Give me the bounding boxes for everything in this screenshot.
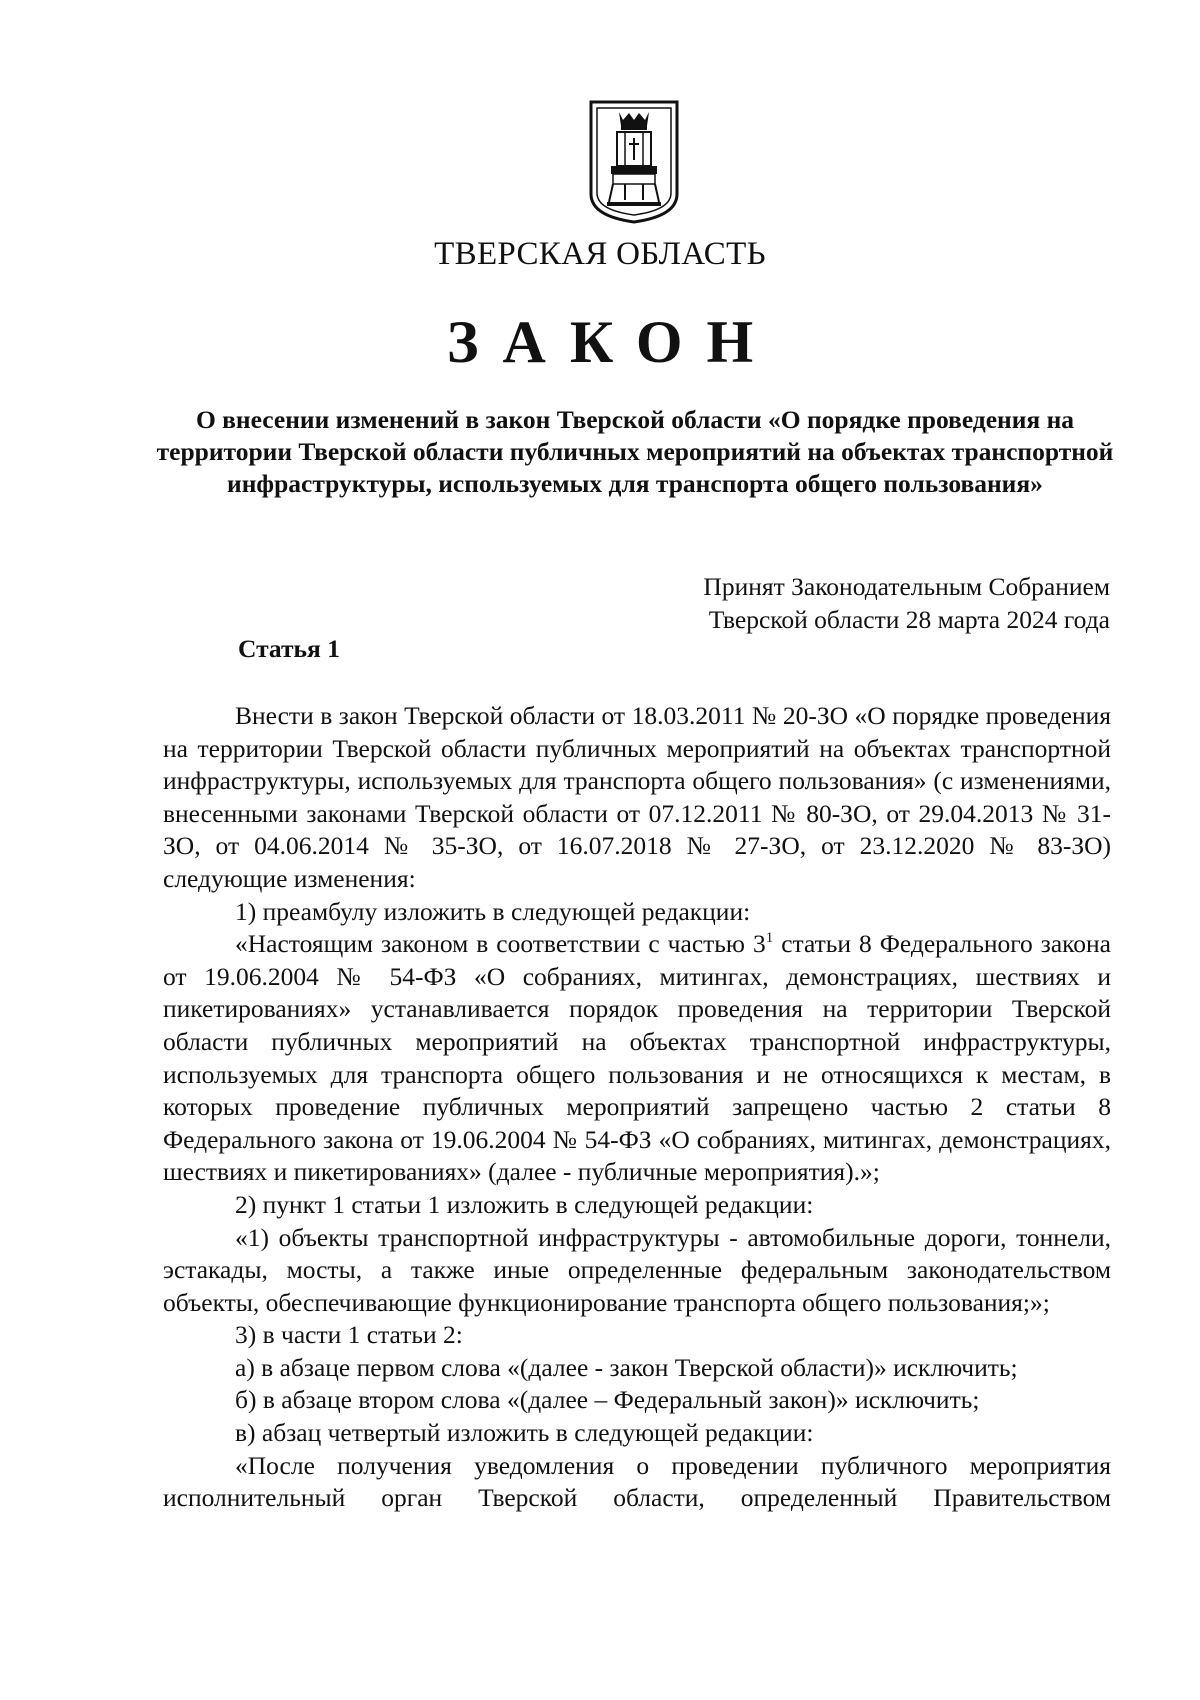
paragraph: «1) объекты транспортной инфраструктуры - автомобильные дороги, тоннели, эстакады, мосты, а также иные определенные федеральным законодательством объекты, обеспечивающие функционирование транспорта общего пользования;»;	[163, 1222, 1111, 1317]
paragraph: а) в абзаце первом слова «(далее - закон Тверской области)» исключить;	[235, 1352, 1018, 1382]
law-body	[163, 700, 1111, 1515]
adoption-line-2: Тверской области 28 марта 2024 года	[708, 605, 1110, 634]
superscript: 1	[765, 930, 774, 947]
paragraph: 3) в части 1 статьи 2:	[235, 1320, 463, 1350]
paragraph-text: «Настоящим законом в соответствии с частью 3	[235, 929, 766, 959]
paragraph	[163, 928, 1111, 1189]
coat-of-arms-icon	[585, 98, 683, 226]
document-type: ЗАКОН	[446, 309, 778, 375]
paragraph: Внести в закон Тверской области от 18.03.2011 № 20-ЗО «О порядке проведения на территории Тверской области публичных мероприятий на объектах транспортной инфраструктуры, используемых для транспорта общего пользования» (с изменениями, внесенными законами Тверской области от 07.12.2011 № 80-ЗО, от 29.04.2013 № 31-ЗО, от 04.06.2014 № 35-ЗО, от 16.07.2018 № 27-ЗО, от 23.12.2020 № 83-ЗО) следующие изменения:	[163, 701, 1111, 893]
paragraph: б) в абзаце втором слова «(далее – Федеральный закон)» исключить;	[235, 1385, 980, 1415]
paragraph-text: статьи 8 Федерального закона от 19.06.2004 № 54-ФЗ «О собраниях, митингах, демонстрациях, шествиях и пикетированиях» устанавливается порядок проведения на территории Тверской области публичных мероприятий на объектах транспортной инфраструктуры, используемых для транспорта общего пользования и не относящихся к местам, в которых проведение публичных мероприятий запрещено частью 2 статьи 8 Федерального закона от 19.06.2004 № 54-ФЗ «О собраниях, митингах, демонстрациях, шествиях и пикетированиях» (далее - публичные мероприятия).»;	[163, 929, 1111, 1187]
law-title: О внесении изменений в закон Тверской области «О порядке проведения на территории Тверской области публичных мероприятий на объектах транспортной инфраструктуры, используемых для транспорта общего пользования»	[156, 405, 1114, 498]
adoption-note	[590, 570, 1110, 636]
paragraph: 2) пункт 1 статьи 1 изложить в следующей редакции:	[235, 1189, 814, 1219]
paragraph: в) абзац четвертый изложить в следующей редакции:	[235, 1418, 814, 1448]
adoption-line-1: Принят Законодательным Собранием	[703, 572, 1110, 601]
region-name: ТВЕРСКАЯ ОБЛАСТЬ	[434, 236, 766, 272]
article-heading: Статья 1	[238, 634, 340, 663]
paragraph: 1) преамбулу изложить в следующей редакции:	[235, 896, 751, 926]
paragraph: «После получения уведомления о проведении публичного мероприятия исполнительный орган Тверской области, определенный Правительством	[163, 1450, 1111, 1513]
